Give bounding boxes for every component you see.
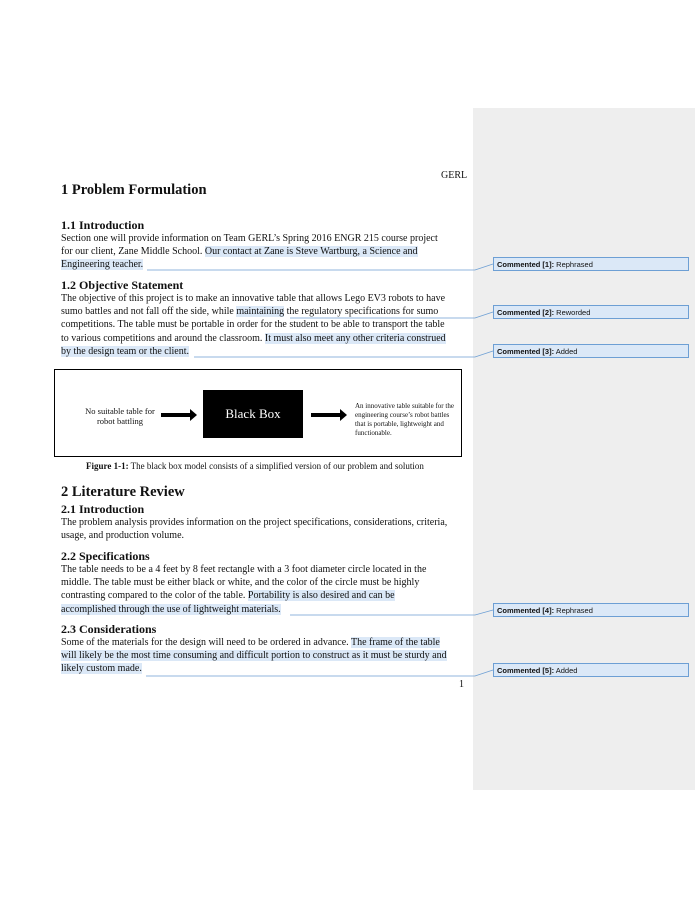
text-line bbox=[61, 332, 465, 345]
text-span: Some of the materials for the design will need to be ordered in advance. bbox=[61, 637, 351, 648]
text-span: to various competitions and around the classroom. bbox=[61, 332, 265, 344]
commented-text-3-cont[interactable]: by the design team or the client. bbox=[61, 345, 190, 357]
commented-text-5[interactable]: The frame of the table bbox=[351, 637, 440, 648]
comment-label: Commented [3]: bbox=[497, 347, 555, 356]
black-box-figure bbox=[54, 369, 462, 457]
text-line: The problem analysis provides information on the project specifications, considerations, criteria, bbox=[61, 517, 448, 528]
caption-label: Figure 1-1: bbox=[86, 461, 129, 471]
figure-output-text: An innovative table suitable for the engineering course’s robot battles that is portable, lightweight and functionable. bbox=[355, 402, 454, 437]
text-line: middle. The table must be either black or white, and the color of the circle must be highly bbox=[61, 577, 420, 589]
text-line bbox=[61, 649, 465, 662]
text-line: competitions. The table must be portable in order for the student to be able to transport the table bbox=[61, 319, 445, 331]
black-box-label: Black Box bbox=[225, 406, 281, 421]
text-line: The objective of this project is to make an innovative table that allows Lego EV3 robots to have bbox=[61, 293, 446, 304]
commented-text-5-cont[interactable]: likely custom made. bbox=[61, 663, 142, 675]
text-span: for our client, Zane Middle School. bbox=[61, 246, 205, 258]
commented-text-5-cont[interactable]: will likely be the most time consuming and difficult portion to construct as it must be sturdy and bbox=[61, 650, 447, 662]
comments-margin-pane bbox=[473, 108, 695, 790]
comment-balloon-4[interactable] bbox=[493, 603, 689, 617]
text-line: The table needs to be a 4 feet by 8 feet rectangle with a 3 foot diameter circle located in the bbox=[61, 564, 427, 575]
text-line: Section one will provide information on Team GERL’s Spring 2016 ENGR 215 course project bbox=[61, 233, 438, 244]
text-line bbox=[61, 345, 465, 358]
heading-2-3-considerations: 2.3 Considerations bbox=[61, 622, 157, 636]
comment-text: Rephrased bbox=[554, 606, 593, 615]
text-line bbox=[61, 662, 465, 675]
commented-text-4-cont[interactable]: accomplished through the use of lightweight materials. bbox=[61, 603, 281, 615]
comment-label: Commented [2]: bbox=[497, 308, 555, 317]
commented-text-2[interactable]: maintaining bbox=[236, 306, 285, 318]
commented-text-1-cont[interactable]: Engineering teacher. bbox=[61, 259, 144, 271]
heading-2-2-specifications: 2.2 Specifications bbox=[61, 549, 150, 563]
text-line bbox=[61, 258, 465, 271]
arrow-right-icon bbox=[311, 413, 341, 417]
text-line bbox=[61, 589, 465, 602]
text-line: usage, and production volume. bbox=[61, 530, 185, 542]
page-header: GERL bbox=[441, 170, 468, 181]
page-number: 1 bbox=[459, 679, 464, 690]
heading-literature-review: 2 Literature Review bbox=[61, 484, 185, 500]
text-line bbox=[61, 636, 465, 649]
text-line bbox=[61, 603, 465, 616]
commented-text-1[interactable]: Our contact at Zane is Steve Wartburg, a Science and bbox=[204, 246, 418, 258]
commented-text-3[interactable]: It must also meet any other criteria construed bbox=[264, 332, 446, 344]
text-line bbox=[61, 245, 465, 258]
paragraph-2-3 bbox=[61, 636, 465, 676]
text-line bbox=[61, 305, 465, 318]
heading-2-1-introduction: 2.1 Introduction bbox=[61, 502, 145, 516]
text-span: sumo battles and not fall off the side, while bbox=[61, 306, 237, 318]
black-box bbox=[203, 390, 303, 438]
paragraph-2-2 bbox=[61, 563, 465, 616]
paragraph-2-1 bbox=[61, 516, 465, 542]
heading-1-2-objective: 1.2 Objective Statement bbox=[61, 278, 184, 292]
commented-text-4[interactable]: Portability is also desired and can be bbox=[247, 590, 395, 602]
text-span: the regulatory specifications for sumo bbox=[284, 306, 439, 318]
figure-input-text: No suitable table for robot battling bbox=[85, 406, 155, 426]
comment-text: Reworded bbox=[554, 308, 591, 317]
comment-label: Commented [5]: bbox=[497, 666, 555, 675]
figure-caption bbox=[86, 461, 424, 471]
heading-1-1-introduction: 1.1 Introduction bbox=[61, 218, 145, 232]
caption-text: The black box model consists of a simplified version of our problem and solution bbox=[128, 461, 424, 471]
comment-text: Rephrased bbox=[554, 260, 593, 269]
paragraph-1-2 bbox=[61, 292, 465, 358]
heading-problem-formulation: 1 Problem Formulation bbox=[61, 182, 207, 198]
comment-balloon-5[interactable] bbox=[493, 663, 689, 677]
comment-balloon-2[interactable] bbox=[493, 305, 689, 319]
text-span: contrasting compared to the color of the table. bbox=[61, 590, 248, 602]
comment-balloon-1[interactable] bbox=[493, 257, 689, 271]
paragraph-1-1 bbox=[61, 232, 465, 272]
arrow-right-icon bbox=[161, 413, 191, 417]
comment-text: Added bbox=[554, 666, 578, 675]
comment-text: Added bbox=[554, 347, 578, 356]
comment-label: Commented [4]: bbox=[497, 606, 555, 615]
comment-balloon-3[interactable] bbox=[493, 344, 689, 358]
comment-label: Commented [1]: bbox=[497, 260, 555, 269]
